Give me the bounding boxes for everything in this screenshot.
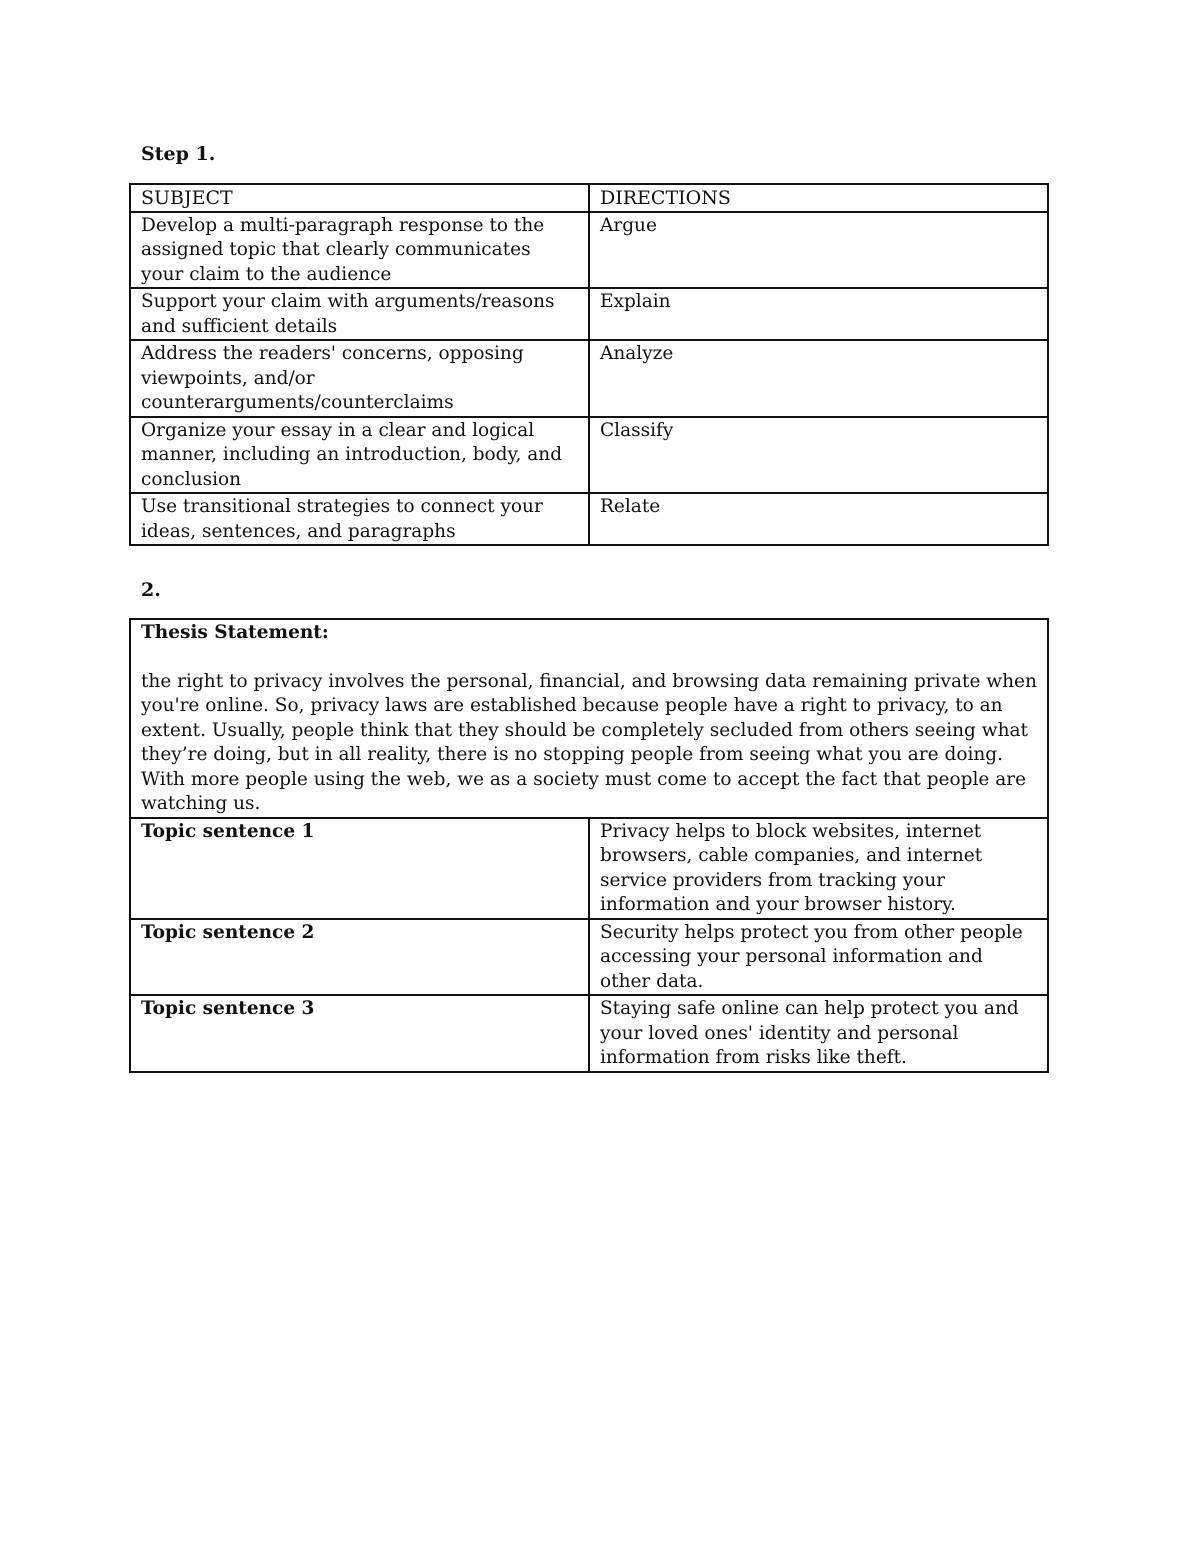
direction-cell: Argue bbox=[589, 212, 1048, 289]
subject-column-header: SUBJECT bbox=[130, 184, 589, 212]
step1-heading: Step 1. bbox=[141, 143, 216, 165]
table-row bbox=[130, 212, 1048, 289]
direction-cell: Explain bbox=[589, 288, 1048, 340]
subject-cell: Support your claim with arguments/reasons and sufficient details bbox=[130, 288, 589, 340]
table-row bbox=[130, 818, 1048, 919]
table-row bbox=[130, 417, 1048, 494]
table-row bbox=[130, 493, 1048, 545]
directions-column-header: DIRECTIONS bbox=[589, 184, 1048, 212]
table-row bbox=[130, 995, 1048, 1072]
step2-heading: 2. bbox=[141, 579, 161, 601]
thesis-row bbox=[130, 619, 1048, 818]
thesis-cell bbox=[130, 619, 1048, 818]
subject-cell: Use transitional strategies to connect your ideas, sentences, and paragraphs bbox=[130, 493, 589, 545]
thesis-topic-table bbox=[129, 618, 1049, 1073]
direction-cell: Analyze bbox=[589, 340, 1048, 417]
topic-sentence-label: Topic sentence 2 bbox=[130, 919, 589, 996]
table-header-row bbox=[130, 184, 1048, 212]
table-row bbox=[130, 340, 1048, 417]
subject-cell: Develop a multi-paragraph response to the assigned topic that clearly communicates your claim to the audience bbox=[130, 212, 589, 289]
topic-sentence-label: Topic sentence 1 bbox=[130, 818, 589, 919]
table-row bbox=[130, 919, 1048, 996]
subject-cell: Address the readers' concerns, opposing viewpoints, and/or counterarguments/counterclaims bbox=[130, 340, 589, 417]
topic-sentence-label: Topic sentence 3 bbox=[130, 995, 589, 1072]
direction-cell: Classify bbox=[589, 417, 1048, 494]
subject-cell: Organize your essay in a clear and logical manner, including an introduction, body, and conclusion bbox=[130, 417, 589, 494]
direction-cell: Relate bbox=[589, 493, 1048, 545]
thesis-label: Thesis Statement: bbox=[141, 622, 329, 643]
table-row bbox=[130, 288, 1048, 340]
topic-sentence-text: Privacy helps to block websites, internet browsers, cable companies, and internet service providers from tracking your information and your browser history. bbox=[589, 818, 1048, 919]
topic-sentence-text: Staying safe online can help protect you and your loved ones' identity and personal information from risks like theft. bbox=[589, 995, 1048, 1072]
subject-directions-table bbox=[129, 183, 1049, 546]
topic-sentence-text: Security helps protect you from other people accessing your personal information and other data. bbox=[589, 919, 1048, 996]
thesis-text: the right to privacy involves the personal, financial, and browsing data remaining private when you're online. So, privacy laws are established because people have a right to privacy, to an extent. Usually, people think that they should be completely secluded from others seeing what they’re doing, but in all reality, there is no stopping people from seeing what you are doing. With more people using the web, we as a society must come to accept the fact that people are watching us. bbox=[141, 670, 1037, 814]
